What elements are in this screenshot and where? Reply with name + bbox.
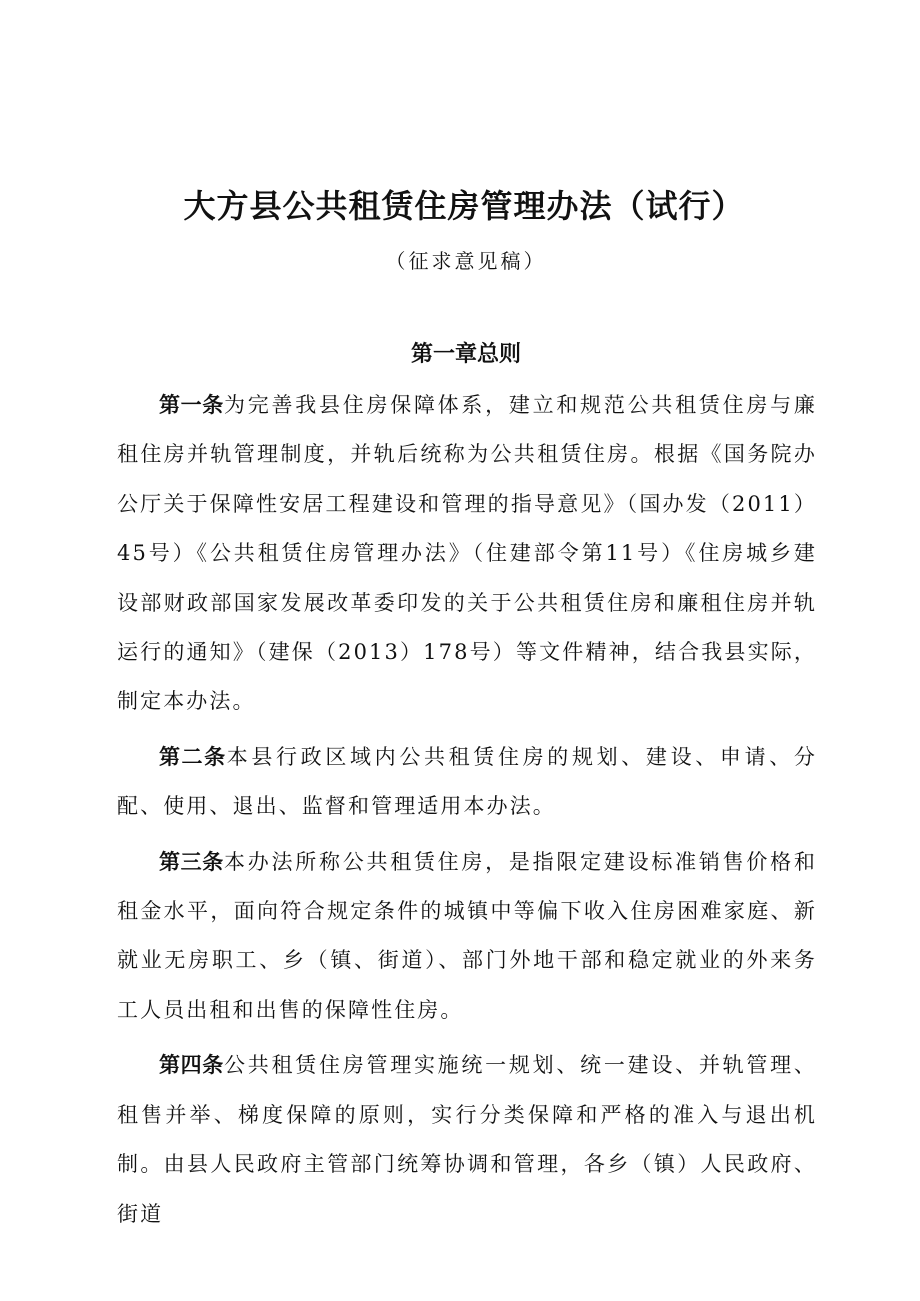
document-subtitle: （征求意见稿） <box>385 249 547 273</box>
article-text: 本办法所称公共租赁住房，是指限定建设标准销售价格和租金水平，面向符合规定条件的城镇中等偏下收入住房困难家庭、新就业无房职工、乡（镇、街道）、部门外地干部和稳定就业的外来务工人员出租和出售的保障性住房。 <box>117 849 818 1022</box>
article-2 <box>117 733 817 832</box>
article-4 <box>117 1041 817 1239</box>
article-text: 公共租赁住房管理实施统一规划、统一建设、并轨管理、租售并举、梯度保障的原则，实行分类保障和严格的准入与退出机制。由县人民政府主管部门统筹协调和管理，各乡（镇）人民政府、街道 <box>117 1053 818 1226</box>
article-3 <box>117 838 817 1036</box>
article-label: 第一条 <box>159 393 224 417</box>
document-body <box>117 381 817 1245</box>
article-label: 第三条 <box>159 849 224 874</box>
article-label: 第二条 <box>159 744 227 769</box>
article-1 <box>117 381 817 727</box>
chapter-heading: 第一章总则 <box>410 342 521 367</box>
article-label: 第四条 <box>159 1053 224 1078</box>
article-text: 本县行政区域内公共租赁住房的规划、建设、申请、分配、使用、退出、监督和管理适用本办法。 <box>117 744 817 819</box>
article-text: 为完善我县住房保障体系，建立和规范公共租赁住房与廉租住房并轨管理制度，并轨后统称为公共租赁住房。根据《国务院办公厅关于保障性安居工程建设和管理的指导意见》（国办发（2011）45号）《公共租赁住房管理办法》（住建部令第11号）《住房城乡建设部财政部国家发展改革委印发的关于公共租赁住房和廉租住房并轨运行的通知》（建保（2013）178号）等文件精神，结合我县实际，制定本办法。 <box>117 393 818 714</box>
document-title: 大方县公共租赁住房管理办法（试行） <box>183 187 745 225</box>
